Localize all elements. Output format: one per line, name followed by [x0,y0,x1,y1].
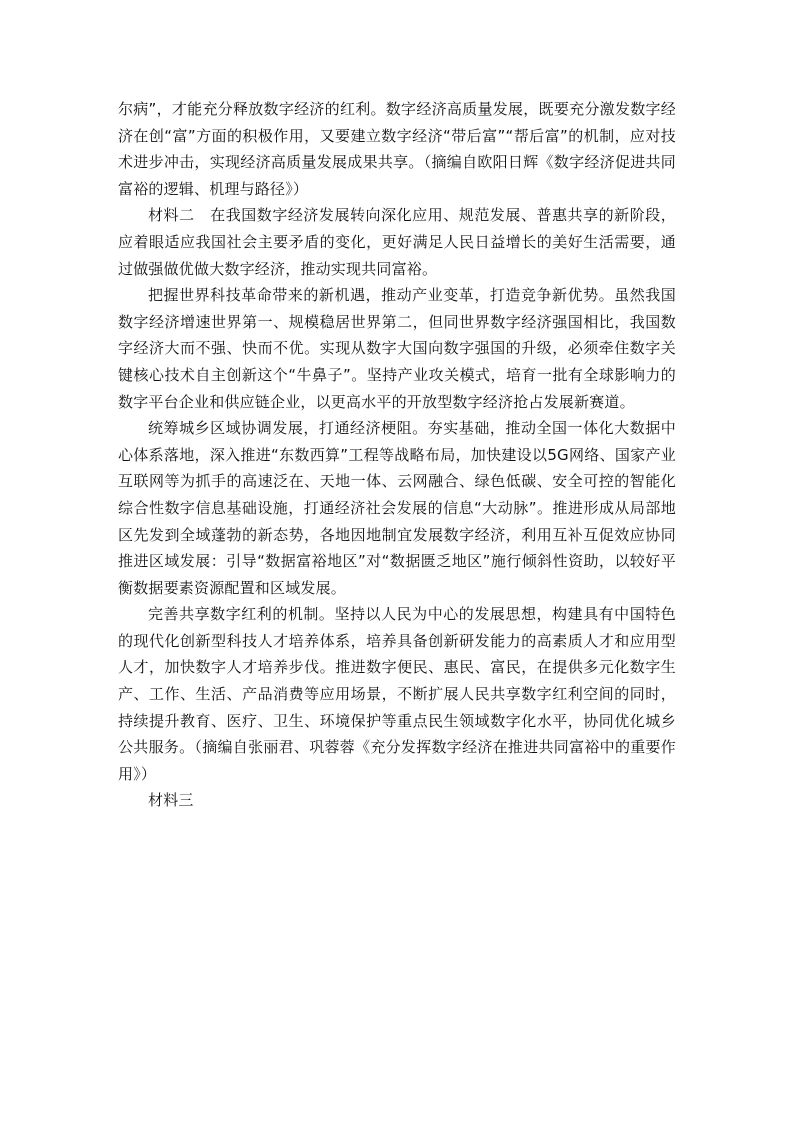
paragraph-regional-development: 统筹城乡区域协调发展，打通经济梗阻。夯实基础，推动全国一体化大数据中心体系落地，深入推进“东数西算”工程等战略布局，加快建设以5G网络、国家产业互联网等为抓手的高速泛在、天地一体、云网融合、绿色低碳、安全可控的智能化综合性数字信息基础设施，打通经济社会发展的信息“大动脉”。推进形成从局部地区先发到全域蓬勃的新态势，各地因地制宜发展数字经济，利用互补互促效应协同推进区域发展：引导“数据富裕地区”对“数据匮乏地区”施行倾斜性资助，以较好平衡数据要素资源配置和区域发展。 [118,419,676,597]
paragraph-material-two: 材料二 在我国数字经济发展转向深化应用、规范发展、普惠共享的新阶段，应着眼适应我国社会主要矛盾的变化，更好满足人民日益增长的美好生活需要，通过做强做优做大数字经济，推动实现共同富裕。 [118,206,676,278]
paragraph-material-three-heading: 材料三 [148,791,194,810]
paragraph-shared-dividends: 完善共享数字红利的机制。坚持以人民为中心的发展思想，构建具有中国特色的现代化创新型科技人才培养体系，培养具备创新研发能力的高素质人才和应用型人才，加快数字人才培养步伐。推进数字便民、惠民、富民，在提供多元化数字生产、工作、生活、产品消费等应用场景，不断扩展人民共享数字红利空间的同时，持续提升教育、医疗、卫生、环境保护等重点民生领域数字化水平，协同优化城乡公共服务。（摘编自张丽君、巩蓉蓉《充分发挥数字经济在推进共同富裕中的重要作用》） [118,605,676,783]
paragraph-continuation: 尔病”，才能充分释放数字经济的红利。数字经济高质量发展，既要充分激发数字经济在创“富”方面的积极作用，又要建立数字经济“带后富”“帮后富”的机制，应对技术进步冲击，实现经济高质量发展成果共享。（摘编自欧阳日辉《数字经济促进共同富裕的逻辑、机理与路径》） [118,100,676,198]
document-page [118,96,676,814]
paragraph-tech-revolution: 把握世界科技革命带来的新机遇，推动产业变革，打造竞争新优势。虽然我国数字经济增速世界第一、规模稳居世界第二，但同世界数字经济强国相比，我国数字经济大而不强、快而不优。实现从数字大国向数字强国的升级，必须牵住数字关键核心技术自主创新这个“牛鼻子”。坚持产业攻关模式，培育一批有全球影响力的数字平台企业和供应链企业，以更高水平的开放型数字经济抢占发展新赛道。 [118,286,676,411]
